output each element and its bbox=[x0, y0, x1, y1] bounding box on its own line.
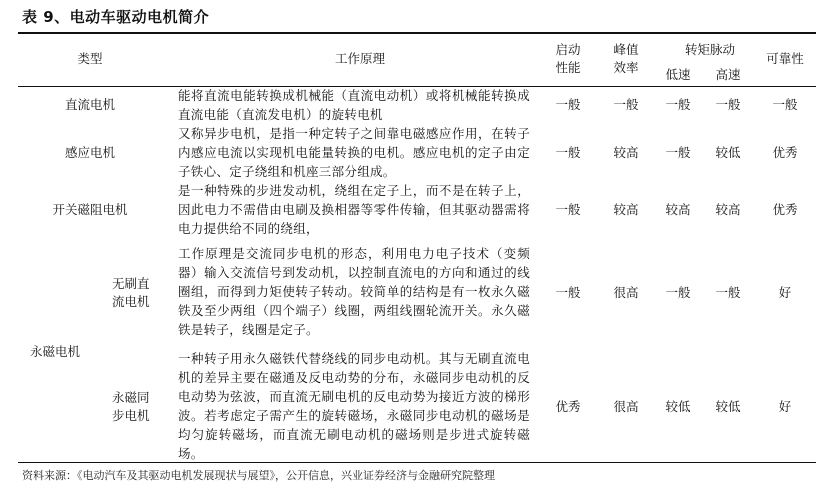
row-peak: 较高 bbox=[613, 145, 639, 160]
row-reliability: 优秀 bbox=[772, 145, 798, 160]
row-type-line1: 无刷直 bbox=[112, 276, 150, 291]
row-start: 一般 bbox=[555, 145, 581, 160]
top-rule bbox=[18, 32, 816, 34]
row-desc: 是一种特殊的步进发动机，绕组在定子上，而不是在转子上，因此电力不需借由电刷及换相器等零件传输，但其驱动器需将电力提供给不同的绕组， bbox=[178, 183, 530, 236]
header-start-2: 性能 bbox=[555, 60, 581, 75]
group-permanent-magnet: 永磁电机 bbox=[30, 344, 81, 359]
row-start: 一般 bbox=[555, 202, 581, 217]
row-low: 较高 bbox=[665, 202, 691, 217]
header-type: 类型 bbox=[77, 51, 103, 66]
header-torque: 转矩脉动 bbox=[684, 42, 735, 57]
row-type-line2: 步电机 bbox=[112, 408, 150, 423]
row-peak: 很高 bbox=[613, 399, 639, 414]
row-high: 一般 bbox=[715, 285, 741, 300]
row-start: 优秀 bbox=[555, 399, 581, 414]
row-start: 一般 bbox=[555, 97, 581, 112]
row-reliability: 一般 bbox=[772, 97, 798, 112]
row-desc: 能将直流电能转换成机械能（直流电动机）或将机械能转换成直流电能（直流发电机）的旋转电机 bbox=[178, 88, 530, 122]
row-desc: 工作原理是交流同步电机的形态，利用电力电子技术（变频器）输入交流信号到发动机，以控制直流电的方向和通过的线圈组，而得到力矩使转子转动。较简单的结构是有一枚永久磁铁及至少两组（四个端子）线圈，两组线圈轮流开关。永久磁铁是转子，线圈是定子。 bbox=[178, 246, 530, 337]
row-high: 较低 bbox=[715, 399, 741, 414]
row-reliability: 优秀 bbox=[772, 202, 798, 217]
row-high: 较低 bbox=[715, 145, 741, 160]
header-peak-1: 峰值 bbox=[613, 42, 639, 57]
row-low: 一般 bbox=[665, 97, 691, 112]
row-type-line2: 流电机 bbox=[112, 294, 150, 309]
row-low: 较低 bbox=[665, 399, 691, 414]
row-type: 开关磁阻电机 bbox=[52, 202, 128, 217]
row-desc: 一种转子用永久磁铁代替绕线的同步电动机。其与无刷直流电机的差异主要在磁通及反电动势的分布，永磁同步电动机的反电动势为弦波，而直流无刷电机的反电动势为接近方波的梯形波。若考虑定子需产生的旋转磁场，永磁同步电动机的磁场是均匀旋转磁场，而直流无刷电动机的磁场则是步进式旋转磁场。 bbox=[178, 351, 530, 461]
table-title: 表 9、电动车驱动电机简介 bbox=[22, 8, 210, 26]
header-principle: 工作原理 bbox=[334, 51, 385, 66]
row-type-line1: 永磁同 bbox=[112, 390, 150, 405]
header-reliability: 可靠性 bbox=[766, 51, 804, 66]
row-reliability: 好 bbox=[778, 285, 792, 300]
source-note: 资料来源：《电动汽车及其驱动电机发展现状与展望》，公开信息，兴业证券经济与金融研究院整理 bbox=[22, 469, 495, 482]
row-type: 感应电机 bbox=[64, 145, 115, 160]
row-peak: 一般 bbox=[613, 97, 639, 112]
row-desc: 又称异步电机，是指一种定转子之间靠电磁感应作用，在转子内感应电流以实现机电能量转换的电机。感应电机的定子由定子铁心、定子绕组和机座三部分组成。 bbox=[178, 126, 530, 179]
row-type: 直流电机 bbox=[64, 97, 115, 112]
row-low: 一般 bbox=[665, 285, 691, 300]
row-low: 一般 bbox=[665, 145, 691, 160]
header-low-speed: 低速 bbox=[665, 67, 691, 82]
bottom-rule bbox=[18, 462, 816, 463]
row-start: 一般 bbox=[555, 285, 581, 300]
row-high: 一般 bbox=[715, 97, 741, 112]
header-high-speed: 高速 bbox=[715, 67, 741, 82]
row-peak: 较高 bbox=[613, 202, 639, 217]
header-start-1: 启动 bbox=[555, 42, 581, 57]
row-high: 较高 bbox=[715, 202, 741, 217]
row-reliability: 好 bbox=[778, 399, 792, 414]
row-peak: 很高 bbox=[613, 285, 639, 300]
header-peak-2: 效率 bbox=[613, 60, 639, 75]
